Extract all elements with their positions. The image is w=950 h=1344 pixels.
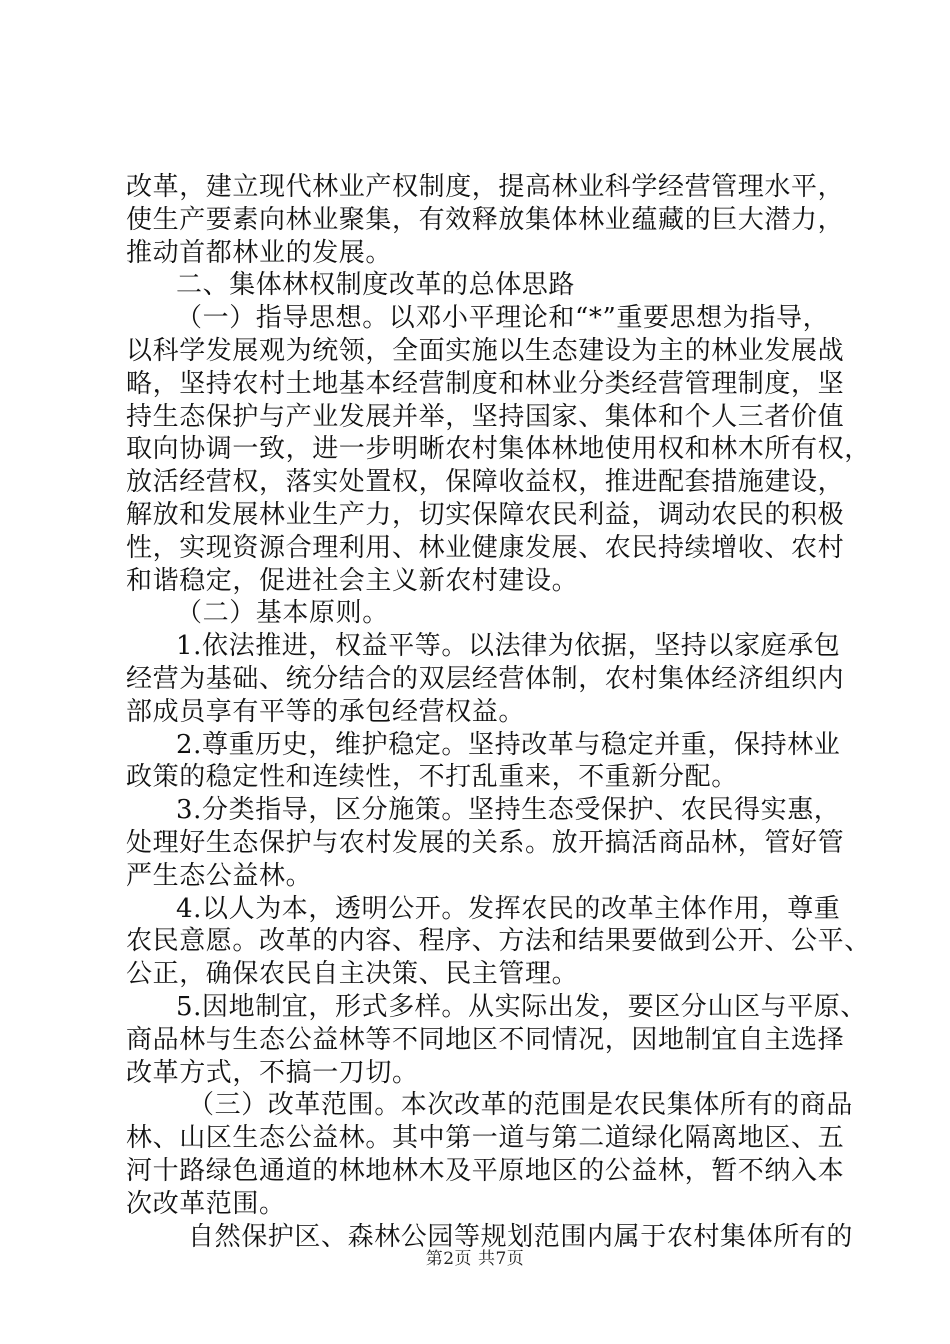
text-line: 持生态保护与产业发展并举，坚持国家、集体和个人三者价值 <box>126 401 845 432</box>
text-line: 推动首都林业的发展。 <box>126 237 393 268</box>
text-line: 取向协调一致，进一步明晰农村集体林地使用权和林木所有权， <box>126 434 871 465</box>
text-line: 5.因地制宜，形式多样。从实际出发，要区分山区与平原、 <box>176 991 868 1022</box>
text-line: 河十路绿色通道的林地林木及平原地区的公益林，暂不纳入本 <box>126 1155 845 1186</box>
text-line: 公正，确保农民自主决策、民主管理。 <box>126 959 579 990</box>
body-text <box>126 171 871 1253</box>
text-line: 农民意愿。改革的内容、程序、方法和结果要做到公开、公平、 <box>126 926 871 957</box>
text-line: 性，实现资源合理利用、林业健康发展、农民持续增收、农村 <box>126 532 845 563</box>
page-footer: 第2页 共7页 <box>425 1249 525 1269</box>
text-line: 1.依法推进，权益平等。以法律为依据，坚持以家庭承包 <box>176 631 841 662</box>
text-line: 严生态公益林。 <box>126 860 313 891</box>
text-line: 商品林与生态公益林等不同地区不同情况，因地制宜自主选择 <box>126 1024 845 1055</box>
text-line: 自然保护区、森林公园等规划范围内属于农村集体所有的 <box>188 1221 854 1252</box>
text-line: 政策的稳定性和连续性，不打乱重来，不重新分配。 <box>126 762 738 793</box>
text-line: 使生产要素向林业聚集，有效释放集体林业蕴藏的巨大潜力， <box>126 204 845 235</box>
text-line: 经营为基础、统分结合的双层经营体制，农村集体经济组织内 <box>126 663 845 694</box>
text-line: 3.分类指导，区分施策。坚持生态受保护、农民得实惠， <box>176 795 841 826</box>
text-line: （一）指导思想。以邓小平理论和“*”重要思想为指导， <box>176 303 830 334</box>
text-line: 部成员享有平等的承包经营权益。 <box>126 696 526 727</box>
text-line: 解放和发展林业生产力，切实保障农民利益，调动农民的积极 <box>126 499 845 530</box>
text-line: 2.尊重历史，维护稳定。坚持改革与稳定并重，保持林业 <box>176 729 841 760</box>
text-line: 以科学发展观为统领，全面实施以生态建设为主的林业发展战 <box>126 335 845 366</box>
text-line: 和谐稳定，促进社会主义新农村建设。 <box>126 565 579 596</box>
text-line: 改革方式，不搞一刀切。 <box>126 1057 419 1088</box>
subsection-heading: （二）基本原则。 <box>176 598 389 629</box>
text-line: 次改革范围。 <box>126 1188 286 1219</box>
text-line: 略，坚持农村土地基本经营制度和林业分类经营管理制度，坚 <box>126 368 845 399</box>
text-line: 处理好生态保护与农村发展的关系。放开搞活商品林，管好管 <box>126 827 845 858</box>
text-line: （三）改革范围。本次改革的范围是农民集体所有的商品 <box>188 1090 854 1121</box>
section-heading: 二、集体林权制度改革的总体思路 <box>176 270 576 301</box>
text-line: 4.以人为本，透明公开。发挥农民的改革主体作用，尊重 <box>176 893 841 924</box>
text-line: 放活经营权，落实处置权，保障收益权，推进配套措施建设， <box>126 467 845 498</box>
text-line: 改革，建立现代林业产权制度，提高林业科学经营管理水平， <box>126 172 845 202</box>
text-line: 林、山区生态公益林。其中第一道与第二道绿化隔离地区、五 <box>126 1123 845 1154</box>
